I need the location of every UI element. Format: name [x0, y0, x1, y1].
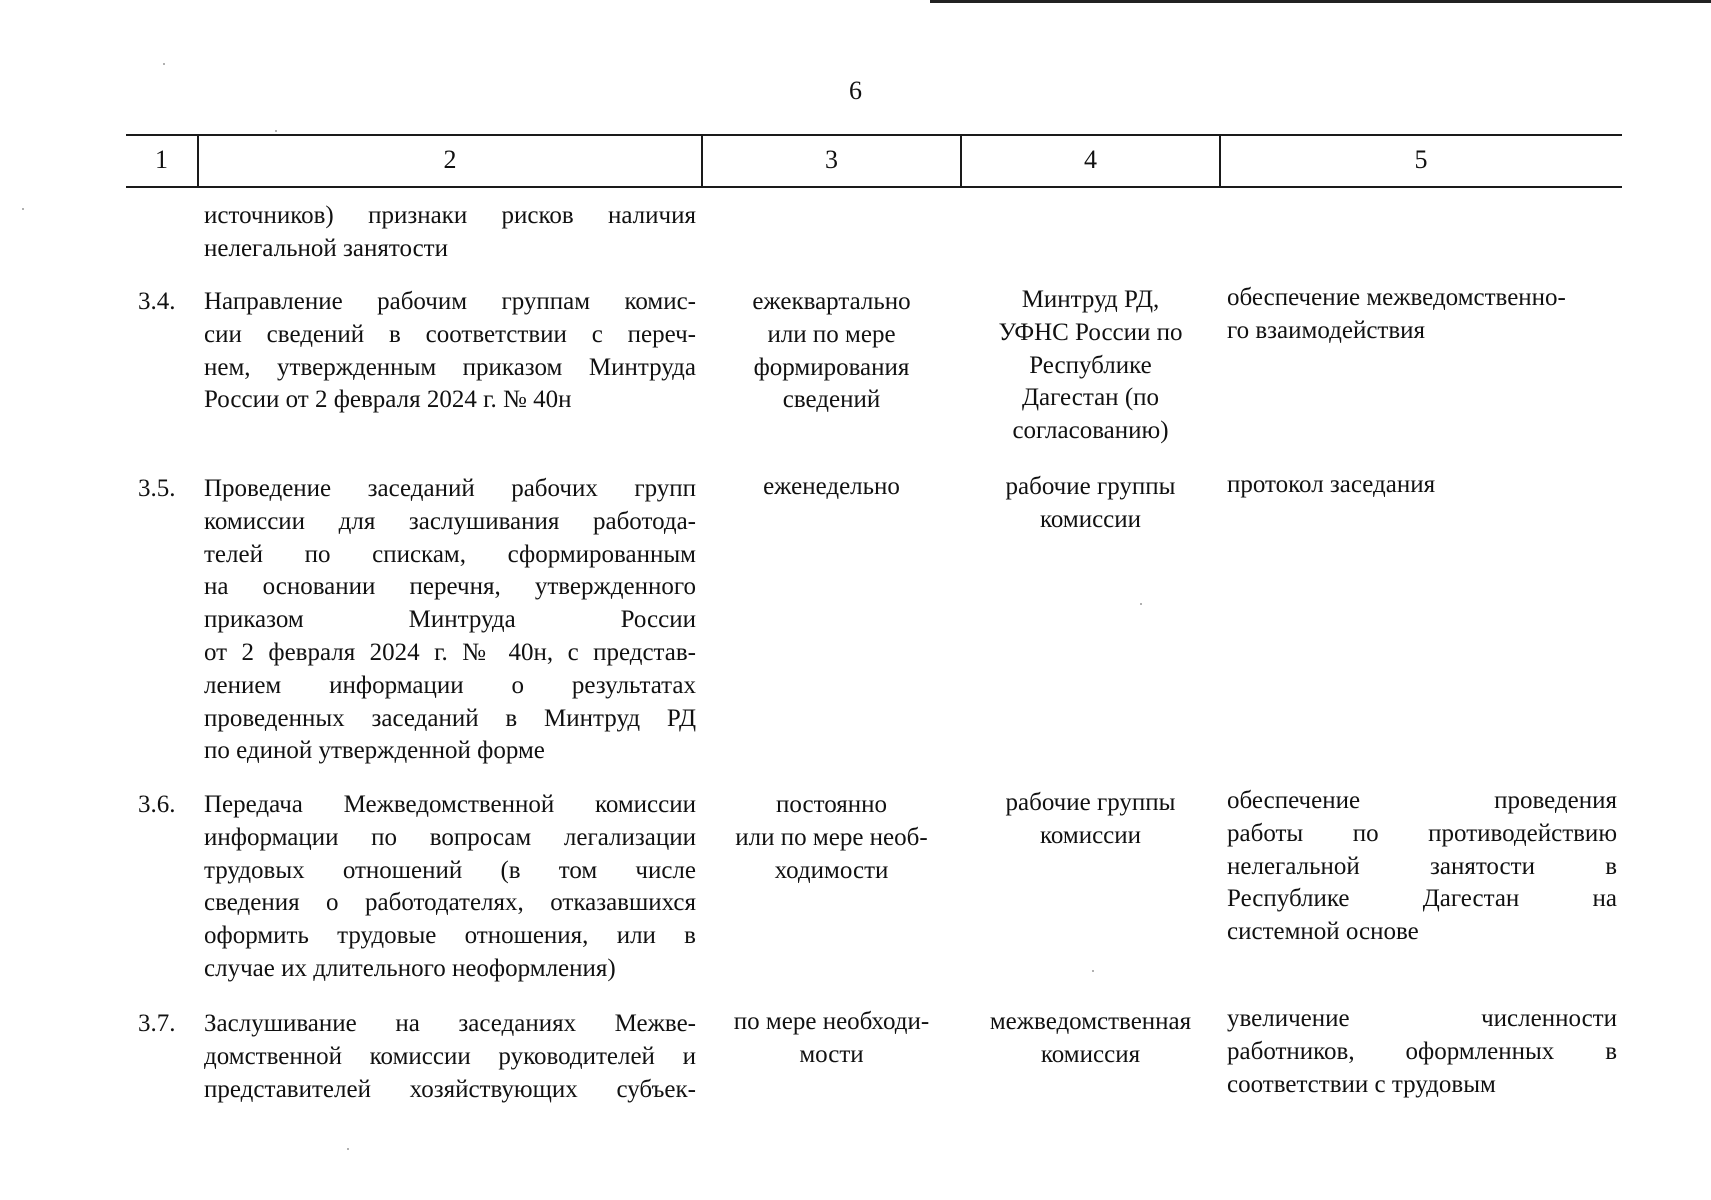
description-line: комиссии для заслушивания работода- — [204, 507, 696, 535]
row-responsible — [962, 787, 1219, 853]
result-line: работников, оформленных в — [1227, 1037, 1617, 1065]
row-result — [1227, 1003, 1617, 1101]
scan-speck — [1092, 970, 1094, 972]
deadline-line: по мере необходи- — [733, 1008, 930, 1035]
description-line: на основании перечня, утвержденного — [204, 573, 696, 601]
row-responsible — [962, 471, 1219, 537]
deadline-line: формирования — [753, 353, 910, 381]
deadline-line: ежеквартально — [752, 288, 911, 315]
row-number: 3.5. — [138, 475, 176, 502]
row-description — [204, 473, 696, 768]
result-line: протокол заседания — [1227, 471, 1436, 498]
row-deadline — [705, 471, 958, 504]
header-top-rule — [126, 134, 1622, 136]
scan-speck — [347, 1148, 349, 1150]
responsible-line: комиссия — [1040, 1040, 1141, 1068]
deadline-line: мости — [799, 1040, 864, 1068]
responsible-line: Минтруд РД, — [1021, 286, 1160, 313]
deadline-line: сведений — [782, 386, 881, 414]
result-line: соответствии с трудовым — [1227, 1070, 1496, 1098]
header-col-3: 3 — [825, 145, 838, 174]
scan-speck — [22, 208, 24, 210]
row-responsible — [962, 1006, 1219, 1072]
result-line: го взаимодействия — [1227, 316, 1426, 344]
row-result — [1227, 785, 1617, 949]
result-line: работы по противодействию — [1227, 819, 1617, 847]
description-line: нем, утвержденным приказом Минтруда — [204, 353, 696, 381]
deadline-line: или по мере необ- — [735, 823, 928, 851]
header-col-4: 4 — [1084, 145, 1097, 174]
header-col-1: 1 — [155, 145, 168, 174]
row-number: 3.7. — [138, 1010, 176, 1037]
row-result — [1227, 469, 1617, 502]
description-line: нелегальной занятости — [204, 234, 448, 262]
description-line: лением информации о результатах — [204, 671, 696, 699]
description-line: Проведение заседаний рабочих групп — [204, 475, 696, 502]
description-line: сведения о работодателях, отказавшихся — [204, 889, 696, 917]
result-line: нелегальной занятости в — [1227, 852, 1617, 880]
description-line: по единой утвержденной форме — [204, 737, 545, 765]
scan-speck — [1140, 603, 1142, 605]
description-line: телей по спискам, сформированным — [204, 540, 696, 568]
result-line: увеличение численности — [1227, 1005, 1617, 1032]
result-line: системной основе — [1227, 918, 1419, 946]
scan-edge — [930, 0, 1711, 3]
header-col-5: 5 — [1414, 145, 1428, 174]
row-number: 3.4. — [138, 288, 176, 315]
scan-speck — [163, 63, 165, 65]
page-number: 6 — [849, 76, 862, 105]
deadline-line: постоянно — [776, 791, 887, 818]
description-line: трудовых отношений (в том числе — [204, 856, 696, 884]
description-line: сии сведений в соответствии с переч- — [204, 320, 696, 348]
responsible-line: Республике — [1029, 351, 1152, 379]
result-line: обеспечение межведомственно- — [1227, 284, 1566, 311]
deadline-line: ходимости — [774, 856, 889, 884]
description-line: оформить трудовые отношения, или в — [204, 922, 696, 950]
description-line: случае их длительного неоформления) — [204, 954, 616, 982]
description-line: приказом Минтруда России — [204, 606, 696, 634]
row-description — [204, 789, 696, 986]
header-col-2: 2 — [443, 145, 457, 174]
row-deadline — [705, 286, 958, 417]
scan-speck — [275, 130, 277, 132]
header-bottom-rule — [126, 186, 1622, 188]
description-line: проведенных заседаний в Минтруд РД — [204, 704, 696, 732]
deadline-line: еженедельно — [763, 473, 900, 500]
description-line: Передача Межведомственной комиссии — [204, 791, 696, 818]
responsible-line: комиссии — [1039, 821, 1142, 849]
responsible-line: рабочие группы — [1005, 789, 1176, 816]
row-result — [1227, 282, 1617, 348]
description-line: домственной комиссии руководителей и — [204, 1042, 696, 1070]
description-line: информации по вопросам легализации — [204, 823, 696, 851]
result-line: обеспечение проведения — [1227, 787, 1617, 814]
responsible-line: согласованию) — [1012, 417, 1169, 445]
description-line: Заслушивание на заседаниях Межве- — [204, 1010, 696, 1037]
responsible-line: межведомственная — [989, 1008, 1192, 1035]
row-responsible — [962, 284, 1219, 448]
row-deadline — [705, 789, 958, 887]
result-line: Республике Дагестан на — [1227, 885, 1617, 913]
description-line: России от 2 февраля 2024 г. № 40н — [204, 386, 572, 414]
row-description — [204, 1008, 696, 1106]
responsible-line: УФНС России по — [998, 318, 1183, 346]
deadline-line: или по мере — [767, 320, 896, 348]
row-description — [204, 286, 696, 417]
responsible-line: Дагестан (по — [1021, 384, 1160, 412]
row-deadline — [705, 1006, 958, 1072]
row-number: 3.6. — [138, 791, 176, 818]
responsible-line: комиссии — [1039, 505, 1142, 533]
continuation-description — [204, 200, 696, 266]
description-line: Направление рабочим группам комис- — [204, 288, 696, 315]
description-line: представителей хозяйствующих субъек- — [204, 1075, 696, 1103]
description-line: источников) признаки рисков наличия — [204, 202, 696, 229]
responsible-line: рабочие группы — [1005, 473, 1176, 500]
description-line: от 2 февраля 2024 г. № 40н, с представ- — [204, 638, 696, 666]
